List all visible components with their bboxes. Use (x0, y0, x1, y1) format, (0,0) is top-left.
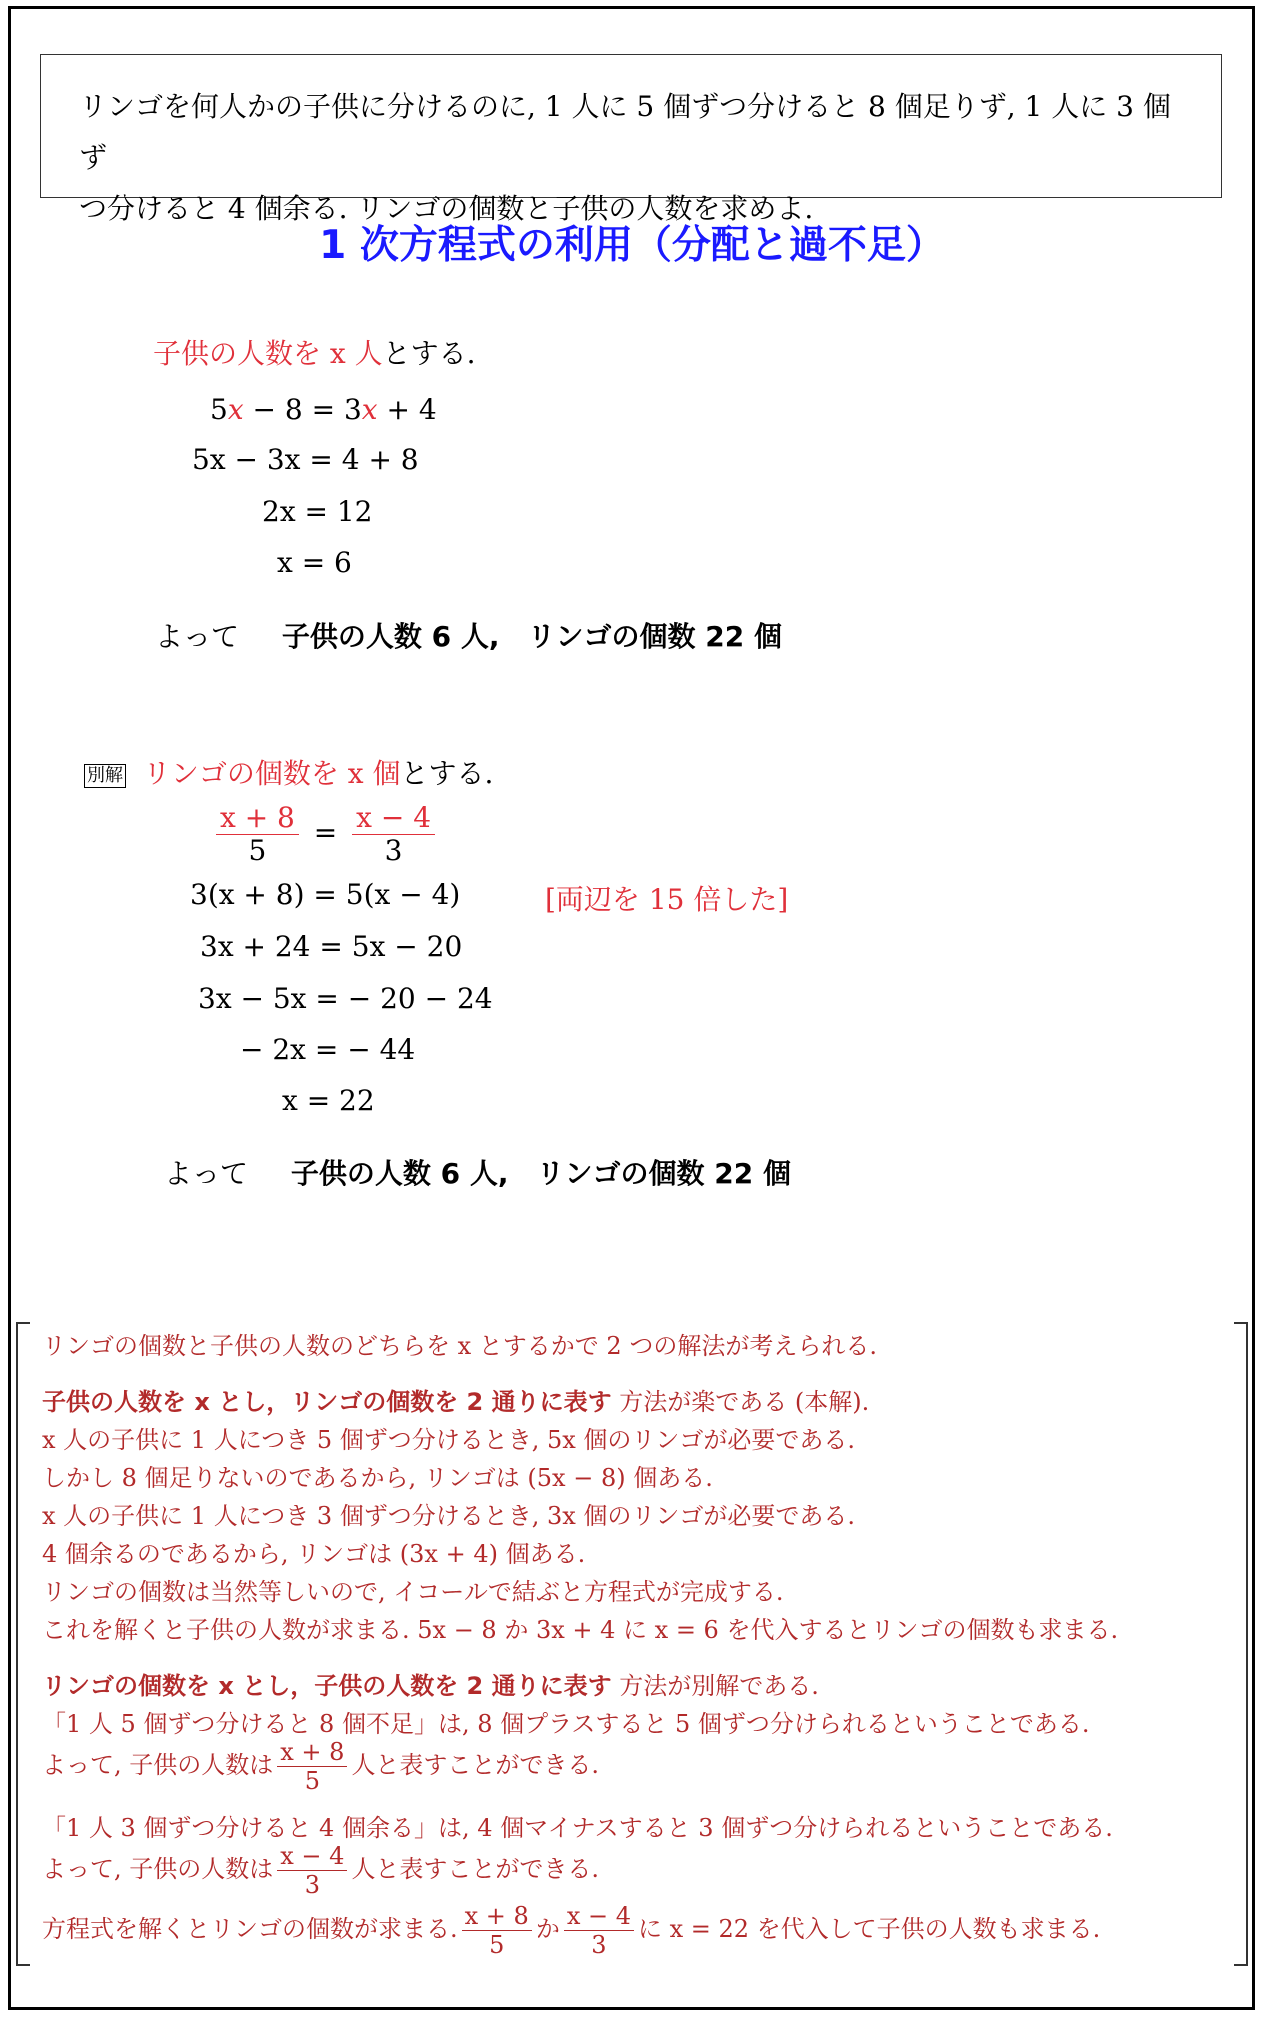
note-4: しかし 8 個足りないのであるから, リンゴは (5x − 8) 個ある. (42, 1464, 713, 1492)
right-bracket (1234, 1322, 1248, 1966)
note-14-post: に x = 22 を代入して子供の人数も求まる. (637, 1915, 1101, 1943)
solution2-eq5: − 2x = − 44 (240, 1033, 416, 1066)
note-14-f1-num: x + 8 (462, 1902, 532, 1931)
note-11-frac (277, 1738, 347, 1795)
left-bracket (16, 1322, 30, 1966)
frac-left-num: x + 8 (216, 802, 299, 835)
solution1-eq4: x = 6 (277, 546, 352, 579)
note-11 (42, 1738, 599, 1795)
note-2-bold: 子供の人数を x とし，リンゴの個数を 2 通りに表す (42, 1388, 612, 1416)
note-14-mid: か (535, 1915, 560, 1943)
note-9-bold: リンゴの個数を x とし，子供の人数を 2 通りに表す (42, 1672, 612, 1700)
solution2-answer: 子供の人数 6 人, リンゴの個数 22 個 (290, 1157, 791, 1190)
eq1-mid: − 8 = 3 (243, 393, 362, 426)
solution2-eq2-note: [両辺を 15 倍した] (545, 883, 789, 916)
solution1-premise-rest: とする. (382, 337, 476, 370)
note-10: 「1 人 5 個ずつ分けると 8 個不足」は, 8 個プラスすると 5 個ずつ分けられるということである. (42, 1710, 1090, 1738)
note-14 (42, 1902, 1100, 1959)
problem-line-1: リンゴを何人かの子供に分けるのに, 1 人に 5 個ずつ分けると 8 個足りず, 1 人に 3 個ず (79, 90, 1171, 174)
note-13-post: 人と表すことができる. (351, 1855, 600, 1883)
note-9 (42, 1666, 819, 1701)
solution2-answer-row (164, 1152, 791, 1192)
note-14-f2-num: x − 4 (564, 1902, 634, 1931)
problem-line-2: つ分けると 4 個余る. リンゴの個数と子供の人数を求めよ. (79, 192, 814, 225)
note-7: リンゴの個数は当然等しいので, イコールで結ぶと方程式が完成する. (42, 1578, 784, 1606)
note-12: 「1 人 3 個ずつ分けると 4 個余る」は, 4 個マイナスすると 3 個ずつ分けられるということである. (42, 1814, 1113, 1842)
note-8: これを解くと子供の人数が求まる. 5x − 8 か 3x + 4 に x = 6 を代入するとリンゴの個数も求まる. (42, 1616, 1119, 1644)
solution1-answer: 子供の人数 6 人, リンゴの個数 22 個 (281, 620, 782, 653)
solution2-eq2: 3(x + 8) = 5(x − 4) (190, 878, 461, 911)
note-1: リンゴの個数と子供の人数のどちらを x とするかで 2 つの解法が考えられる. (42, 1332, 877, 1360)
frac-right-den: 3 (384, 834, 403, 867)
eq1-var: x (227, 393, 244, 426)
betsukai-badge: 別解 (84, 764, 126, 788)
note-11-post: 人と表すことができる. (351, 1751, 600, 1779)
note-14-frac2 (564, 1902, 634, 1959)
page-title: 1 次方程式の利用（分配と過不足） (319, 223, 945, 268)
solution1-premise (153, 332, 476, 372)
note-2 (42, 1382, 869, 1417)
solution2-frac-right (352, 802, 435, 867)
note-13 (42, 1842, 599, 1899)
note-13-frac (277, 1842, 347, 1899)
solution1-answer-row (155, 615, 782, 655)
solution2-eq6: x = 22 (282, 1084, 375, 1117)
solution1-eq2: 5x − 3x = 4 + 8 (192, 443, 419, 476)
solution1-answer-prefix: よって (155, 620, 240, 653)
note-13-num: x − 4 (277, 1842, 347, 1871)
note-3: x 人の子供に 1 人につき 5 個ずつ分けるとき, 5x 個のリンゴが必要である. (42, 1426, 856, 1454)
solution1-eq1 (210, 393, 437, 426)
solution2-premise-red: リンゴの個数を x 個 (142, 757, 401, 790)
note-13-den: 3 (304, 1871, 320, 1899)
solution2-eq4: 3x − 5x = − 20 − 24 (198, 982, 493, 1015)
note-14-pre: 方程式を解くとリンゴの個数が求まる. (42, 1915, 458, 1943)
explanation-notes (16, 1322, 1248, 1962)
note-9-rest: 方法が別解である. (611, 1672, 819, 1700)
solution2-eq1: $\frac{x + 8}{5}$ = $\frac{x - 4}{3}$ (216, 802, 435, 867)
note-14-frac1 (462, 1902, 532, 1959)
frac-left-den: 5 (248, 834, 267, 867)
eq1-var2: x (361, 393, 378, 426)
eq1-coef: 5 (210, 393, 228, 426)
note-2-rest: 方法が楽である (本解). (611, 1388, 870, 1416)
solution2-eq3: 3x + 24 = 5x − 20 (200, 930, 463, 963)
solution2-premise (84, 752, 493, 792)
solution1-premise-red: 子供の人数を x 人 (153, 337, 383, 370)
solution2-answer-prefix: よって (164, 1157, 249, 1190)
note-14-f1-den: 5 (489, 1931, 505, 1959)
note-11-num: x + 8 (277, 1738, 347, 1767)
frac-right-num: x − 4 (352, 802, 435, 835)
note-6: 4 個余るのであるから, リンゴは (3x + 4) 個ある. (42, 1540, 586, 1568)
note-13-pre: よって, 子供の人数は (42, 1855, 274, 1883)
solution1-eq3: 2x = 12 (262, 495, 373, 528)
note-11-pre: よって, 子供の人数は (42, 1751, 274, 1779)
solution2-premise-rest: とする. (400, 757, 494, 790)
note-11-den: 5 (304, 1767, 320, 1795)
note-14-f2-den: 3 (591, 1931, 607, 1959)
note-5: x 人の子供に 1 人につき 3 個ずつ分けるとき, 3x 個のリンゴが必要である. (42, 1502, 856, 1530)
eq1-end: + 4 (377, 393, 437, 426)
problem-box (40, 54, 1222, 225)
solution2-frac-left (216, 802, 299, 867)
